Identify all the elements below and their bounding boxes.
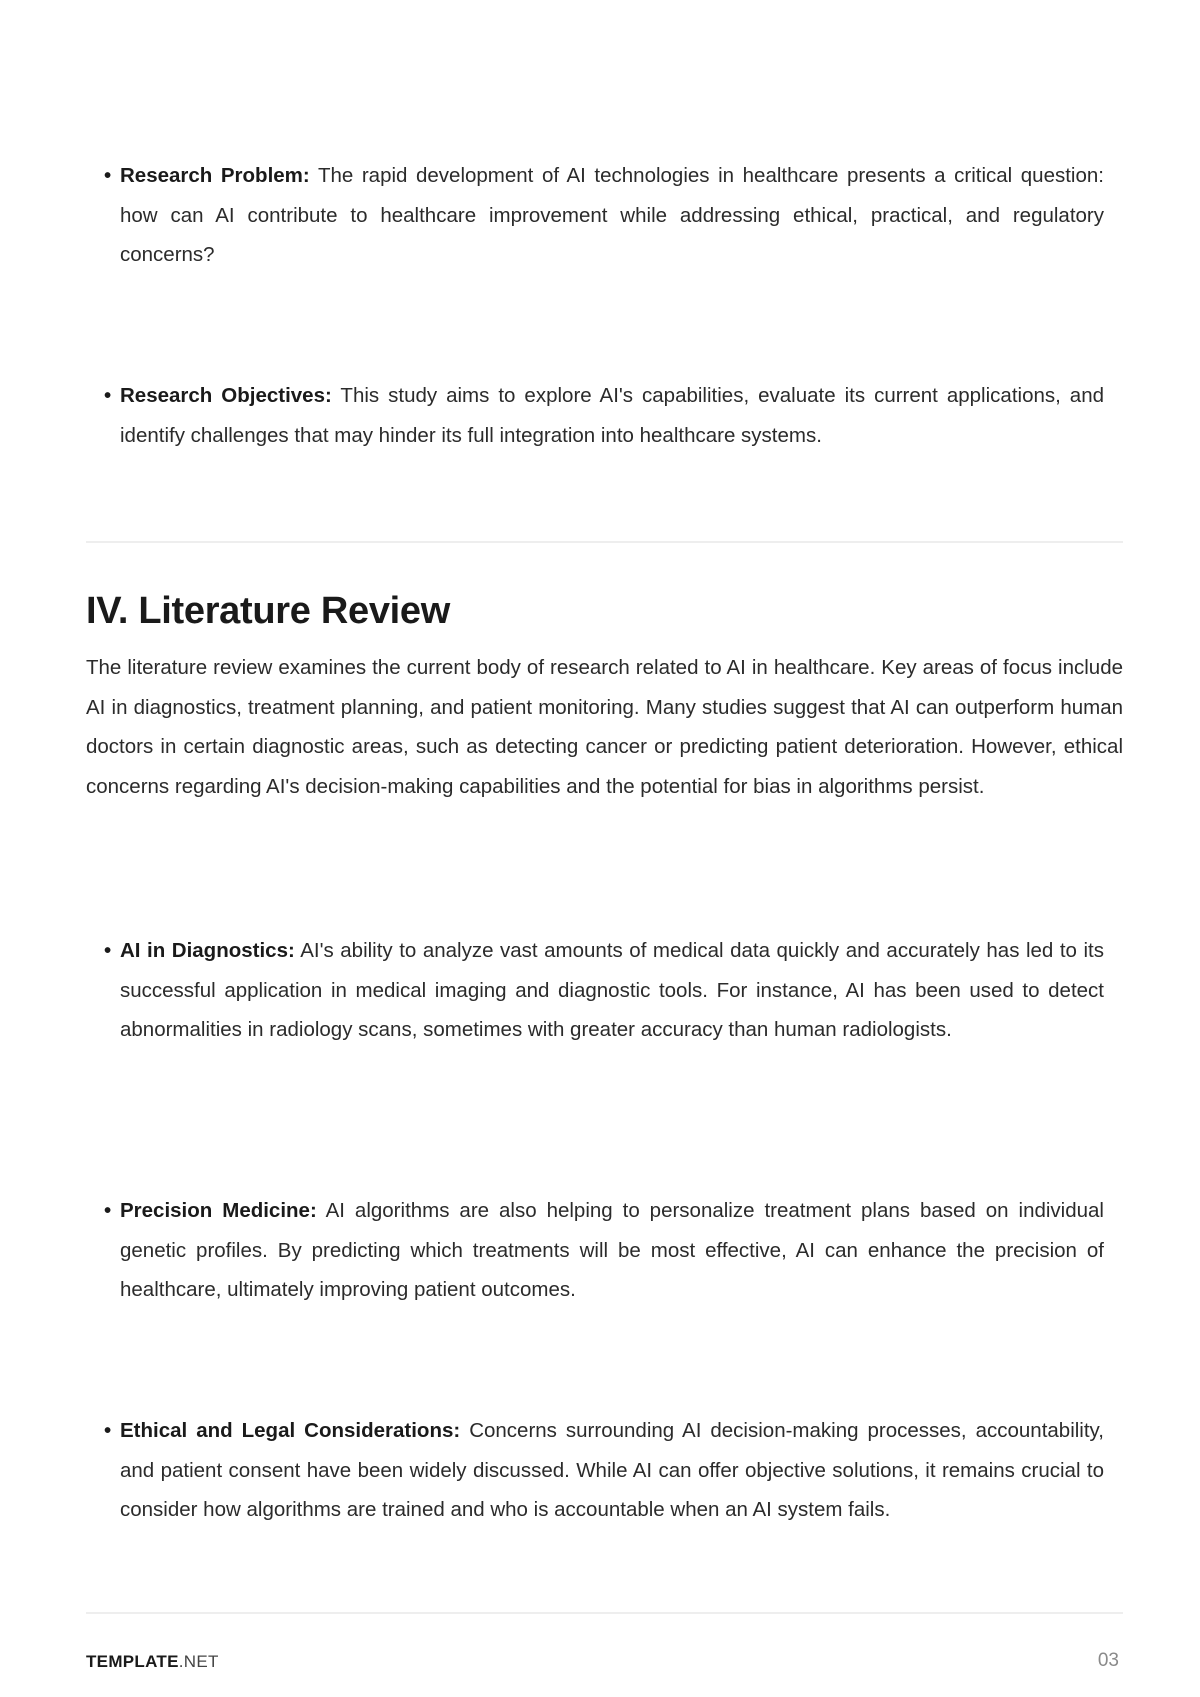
section-paragraph: The literature review examines the current body of research related to AI in healthcare. Key areas of focus include AI in diagnostics, treatment planning, and patient monitoring. Many studies suggest that AI can outperform human doctors in certain diagnostic areas, such as detecting cancer or predicting patient deterioration. However, ethical concerns regarding AI's decision-making capabilities and the potential for bias in algorithms persist.	[86, 656, 1123, 798]
bullet-term: Ethical and Legal Considerations:	[120, 1419, 461, 1442]
footer-divider	[86, 1612, 1123, 1614]
bullet-dot: •	[104, 164, 112, 187]
bullet-dot: •	[104, 1419, 112, 1442]
bullet-dot: •	[104, 1199, 112, 1222]
bullet-ethical-legal	[104, 1411, 1104, 1530]
logo-bold-text: TEMPLATE	[86, 1652, 179, 1671]
bullet-text: The rapid development of AI technologies in healthcare presents a critical question: how can AI contribute to healthcare improvement while addressing ethical, practical, and regulatory concerns?	[120, 164, 1104, 266]
bullet-text: This study aims to explore AI's capabilities, evaluate its current applications, and identify challenges that may hinder its full integration into healthcare systems.	[120, 384, 1104, 447]
bullet-text: AI's ability to analyze vast amounts of medical data quickly and accurately has led to its successful application in medical imaging and diagnostic tools. For instance, AI has been used to detect abnormalities in radiology scans, sometimes with greater accuracy than human radiologists.	[120, 939, 1104, 1041]
bullet-term: Research Problem:	[120, 164, 310, 187]
page-number: 03	[1097, 1650, 1119, 1671]
section-divider	[86, 541, 1123, 543]
bullet-ai-in-diagnostics	[104, 931, 1104, 1050]
bullet-dot: •	[104, 939, 112, 962]
footer-logo	[86, 1652, 219, 1672]
bullet-text: AI algorithms are also helping to personalize treatment plans based on individual genetic profiles. By predicting which treatments will be most effective, AI can enhance the precision of healthcare, ultimately improving patient outcomes.	[120, 1199, 1104, 1301]
document-page	[86, 0, 1123, 1697]
bullet-precision-medicine	[104, 1191, 1104, 1310]
bullet-research-problem	[104, 156, 1104, 275]
bullet-term: AI in Diagnostics:	[120, 939, 295, 962]
bullet-dot: •	[104, 384, 112, 407]
bullet-text: Concerns surrounding AI decision-making processes, accountability, and patient consent have been widely discussed. While AI can offer objective solutions, it remains crucial to consider how algorithms are trained and who is accountable when an AI system fails.	[120, 1419, 1104, 1521]
section-heading: IV. Literature Review	[86, 590, 451, 632]
bullet-research-objectives	[104, 376, 1104, 455]
logo-light-text: .NET	[178, 1652, 219, 1671]
bullet-term: Precision Medicine:	[120, 1199, 317, 1222]
bullet-term: Research Objectives:	[120, 384, 332, 407]
